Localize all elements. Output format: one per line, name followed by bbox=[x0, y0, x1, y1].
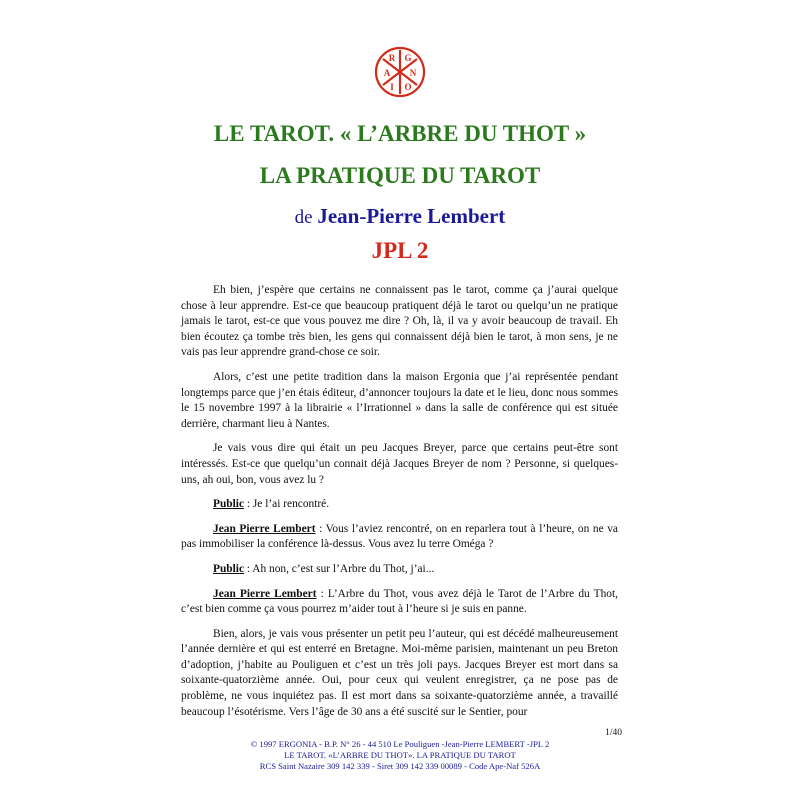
paragraph-5 bbox=[181, 522, 618, 553]
document-code: JPL 2 bbox=[371, 238, 429, 263]
logo-letter-r: R bbox=[388, 53, 396, 63]
speech-text: : Ah non, c’est sur l’Arbre du Thot, j’ai... bbox=[244, 562, 435, 575]
speech-text: : Vous l’aviez rencontré, on en reparlera tout à l’heure, on ne va pas immobiliser la conférence là-dessus. Vous avez lu terre Oméga ? bbox=[181, 522, 618, 551]
footer-line-2: LE TAROT. «L’ARBRE DU THOT». LA PRATIQUE DU TAROT bbox=[284, 750, 516, 760]
speech-text: : Je l’ai rencontré. bbox=[244, 498, 330, 511]
paragraph-1: Eh bien, j’espère que certains ne connaissent pas le tarot, comme ça j’aurai quelque chose à leur apprendre. Est-ce que beaucoup pratiquent déjà le tarot ou quelqu’un ne pratique jamais le tarot, est-ce que vous pouvez me dire ? Oh, là, il va y avoir beaucoup de travail. Eh bien écoutez ça tombe très bien, les gens qui connaissent déjà bien le tarot, à mon sens, je ne vais pas leur apprendre grand-chose ce soir. bbox=[181, 284, 618, 359]
paragraph-2: Alors, c’est une petite tradition dans la maison Ergonia que j’ai représentée pendant longtemps parce que j’en étais éditeur, d’annoncer toujours la date et le lieu, donc nous sommes le 15 novembre 1997 à la librairie « l’Irrationnel » dans la salle de conférence qui est située derrière, charmant lieu à Nantes. bbox=[181, 370, 618, 430]
footer-line-1: © 1997 ERGONIA - B.P. N° 26 - 44 510 Le Pouliguen -Jean-Pierre LEMBERT -JPL 2 bbox=[250, 739, 550, 749]
speaker-label: Jean Pierre Lembert bbox=[213, 522, 316, 535]
paragraph-8: Bien, alors, je vais vous présenter un petit peu l’auteur, qui est décédé malheureusement l’année dernière et qui est enterré en Bretagne. Moi-même parisien, maintenant un peu Breton d’adoption, j’habite au Pouliguen et c’est un très joli pays. Jacques Breyer est mort dans sa soixante-quatorzième année. Oui, pour ceux qui veulent enregistrer, ça ne pose pas de problème, ne vous inquiétez pas. Il est mort dans sa soixante-quatorzième année, a travaillé beaucoup l’ésotérisme. Vers l’âge de 30 ans a été suscité sur le Sentier, pour bbox=[181, 627, 618, 718]
ergonia-logo bbox=[373, 45, 427, 99]
author-name: Jean-Pierre Lembert bbox=[317, 204, 506, 228]
logo-letter-g: G bbox=[404, 53, 412, 63]
paragraph-7 bbox=[181, 587, 618, 618]
logo-letter-o: O bbox=[404, 82, 412, 92]
author-prefix: de bbox=[294, 207, 318, 228]
document-title: LE TAROT. « L’ARBRE DU THOT » bbox=[213, 121, 587, 146]
paragraph-4 bbox=[181, 497, 618, 513]
footer bbox=[0, 739, 800, 772]
page-number: 1/40 bbox=[605, 728, 622, 738]
paragraph-6 bbox=[181, 562, 618, 578]
logo-letter-i: I bbox=[390, 82, 394, 92]
author-line bbox=[0, 204, 800, 229]
speaker-label: Public bbox=[213, 498, 245, 511]
logo-letter-n: N bbox=[409, 68, 417, 78]
speaker-label: Public bbox=[213, 562, 245, 575]
paragraph-3: Je vais vous dire qui était un peu Jacques Breyer, parce que certains peut-être sont intéressés. Est-ce que quelqu’un connait déjà Jacques Breyer de nom ? Personne, si quelques-uns, ah oui, bon, vous avez lu ? bbox=[181, 442, 618, 486]
transcript-body bbox=[181, 283, 618, 729]
footer-line-3: RCS Saint Nazaire 309 142 339 - Siret 309 142 339 00089 - Code Ape-Naf 526A bbox=[259, 761, 541, 771]
speaker-label: Jean Pierre Lembert bbox=[213, 587, 317, 600]
speech-text: : L’Arbre du Thot, vous avez déjà le Tarot de l’Arbre du Thot, c’est bien comme ça vous pourrez m’aider tout à l’heure si je suis en panne. bbox=[181, 587, 618, 616]
logo-letter-a: A bbox=[383, 68, 391, 78]
document-subtitle: LA PRATIQUE DU TAROT bbox=[259, 163, 541, 188]
